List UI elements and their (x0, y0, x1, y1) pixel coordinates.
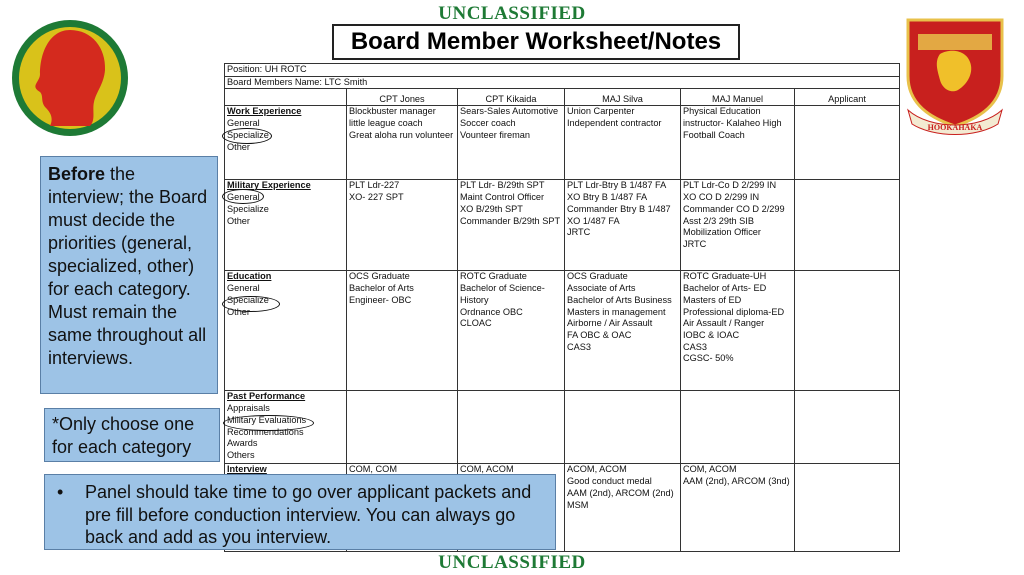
candidate-cell[interactable] (681, 391, 795, 464)
cell-line: Maint Control Officer (460, 192, 545, 203)
cell-line: OCS Graduate (349, 271, 410, 282)
cell-line: COM, ACOM (460, 464, 514, 475)
header-row (225, 89, 900, 106)
candidate-cell[interactable] (795, 106, 900, 180)
cell-line: Airborne / Air Assault (567, 318, 653, 329)
cell-line: Commander B/29th SPT (460, 215, 561, 226)
category-option[interactable]: Awards (227, 438, 258, 449)
cell-line: JRTC (567, 227, 591, 238)
candidate-cell[interactable] (347, 106, 458, 180)
cell-line: OCS Graduate (567, 271, 628, 282)
cell-line: Sears-Sales Automotive (460, 106, 559, 117)
cell-line: Independent contractor (567, 118, 662, 129)
cell-line: XO 1/487 FA (567, 215, 620, 226)
cell-line: Bachelor of Arts- ED (683, 283, 767, 294)
cell-line: Commander CO D 2/299 (683, 203, 785, 214)
candidate-cell[interactable] (795, 391, 900, 464)
cell-line: PLT Ldr- B/29th SPT (460, 180, 545, 191)
category-title: Work Experience (227, 106, 302, 117)
cell-line: Engineer- OBC (349, 294, 412, 305)
selection-circle-work-specialize (222, 128, 272, 144)
candidate-cell[interactable] (347, 391, 458, 464)
cell-line: Bachelor of Arts Business (567, 294, 672, 305)
category-title: Education (227, 271, 272, 282)
cell-line: ROTC Graduate (460, 271, 527, 282)
cell-line: JRTC (683, 238, 707, 249)
category-option[interactable]: General (227, 192, 260, 203)
column-header: MAJ Silva (565, 89, 681, 106)
candidate-cell[interactable] (681, 180, 795, 271)
cell-line: Masters in management (567, 306, 666, 317)
cell-line: Physical Education (683, 106, 761, 117)
unit-crest-logo-right (900, 14, 1010, 139)
cell-line: COM, ACOM (683, 464, 737, 475)
selection-circle-education-specialize (222, 296, 280, 312)
category-option[interactable]: Specialize (227, 294, 269, 305)
callout-emphasis: Before (48, 164, 106, 184)
cell-line: Professional diploma-ED (683, 306, 785, 317)
cell-line: Masters of ED (683, 294, 742, 305)
cell-line: CAS3 (567, 341, 592, 352)
category-option[interactable]: General (227, 118, 260, 129)
page-title: Board Member Worksheet/Notes (332, 24, 740, 60)
candidate-cell[interactable] (681, 106, 795, 180)
candidate-cell[interactable] (565, 464, 681, 552)
table-row (225, 106, 900, 180)
cell-line: Football Coach (683, 129, 745, 140)
category-cell (225, 271, 347, 391)
cell-line: IOBC & IOAC (683, 329, 740, 340)
table-row (225, 391, 900, 464)
cell-line: COM, COM (349, 464, 397, 475)
cell-line: Ordnance OBC (460, 306, 523, 317)
category-title: Interview (227, 464, 267, 475)
candidate-cell[interactable] (795, 271, 900, 391)
category-option[interactable]: Military Evaluations (227, 414, 307, 425)
cell-line: ROTC Graduate-UH (683, 271, 767, 282)
cell-line: Associate of Arts (567, 283, 636, 294)
column-header: Applicant (795, 89, 900, 106)
candidate-cell[interactable] (565, 180, 681, 271)
cell-line: FA OBC & OAC (567, 329, 632, 340)
cell-line: AAM (2nd), ARCOM (2nd) (567, 487, 674, 498)
column-header: MAJ Manuel (681, 89, 795, 106)
candidate-cell[interactable] (565, 271, 681, 391)
cell-line: Vounteer fireman (460, 129, 530, 140)
candidate-cell[interactable] (458, 271, 565, 391)
column-header: CPT Kikaida (458, 89, 565, 106)
cell-line: PLT Ldr-Btry B 1/487 FA (567, 180, 667, 191)
selection-circle-military-evaluations (223, 415, 314, 431)
category-option[interactable]: General (227, 283, 260, 294)
cell-line: XO CO D 2/299 IN (683, 192, 760, 203)
cell-line: Bachelor of Arts (349, 283, 414, 294)
choose-one-callout: *Only choose one for each category (44, 408, 220, 462)
category-option[interactable]: Other (227, 141, 250, 152)
bullet-icon: • (57, 482, 64, 502)
cell-line: XO B/29th SPT (460, 203, 523, 214)
cell-line: Commander Btry B 1/487 (567, 203, 671, 214)
cell-line: CAS3 (683, 341, 708, 352)
cell-line: Bachelor of Science- (460, 283, 545, 294)
category-option[interactable]: Specialize (227, 203, 269, 214)
category-option[interactable]: Other (227, 306, 250, 317)
cell-line: PLT Ldr-Co D 2/299 IN (683, 180, 777, 191)
candidate-cell[interactable] (681, 271, 795, 391)
cell-line: Blockbuster manager (349, 106, 436, 117)
candidate-cell[interactable] (458, 391, 565, 464)
candidate-cell[interactable] (347, 271, 458, 391)
cell-line: XO- 227 SPT (349, 192, 404, 203)
position-cell: Position: UH ROTC (225, 64, 900, 77)
priorities-callout (40, 156, 218, 394)
category-option[interactable]: Recommendations (227, 426, 304, 437)
cell-line: Mobilization Officer (683, 227, 761, 238)
cell-line: History (460, 294, 489, 305)
cell-line: little league coach (349, 118, 423, 129)
category-title: Military Experience (227, 180, 311, 191)
crest-motto: HOOKAHAKA (927, 123, 983, 132)
cell-line: MSM (567, 499, 589, 510)
classification-banner-top: UNCLASSIFIED (438, 3, 586, 24)
cell-line: Asst 2/3 29th SIB (683, 215, 754, 226)
unit-insignia-logo-left (10, 18, 130, 138)
candidate-cell[interactable] (565, 106, 681, 180)
cell-line: Union Carpenter (567, 106, 635, 117)
candidate-cell[interactable] (347, 180, 458, 271)
cell-line: CLOAC (460, 318, 492, 329)
candidate-cell[interactable] (458, 180, 565, 271)
cell-line: Great aloha run volunteer (349, 129, 454, 140)
candidate-cell[interactable] (458, 106, 565, 180)
header-blank (225, 89, 347, 106)
board-members-cell: Board Members Name: LTC Smith (225, 76, 900, 89)
category-option[interactable]: Specialize (227, 129, 269, 140)
table-row (225, 271, 900, 391)
panel-instructions-text: Panel should take time to go over applicant packets and pre fill before conduction interview. You can always go back and add as you interview. (85, 482, 532, 547)
callout-text: the interview; the Board must decide the priorities (general, specialized, other) for each category. Must remain the same throughout all interviews. (48, 164, 208, 368)
cell-line: Good conduct medal (567, 476, 652, 487)
category-option[interactable]: Appraisals (227, 403, 270, 414)
panel-instructions-callout (44, 474, 556, 550)
candidate-cell[interactable] (795, 464, 900, 552)
cell-line: CGSC- 50% (683, 353, 734, 364)
candidate-cell[interactable] (565, 391, 681, 464)
cell-line: PLT Ldr-227 (349, 180, 400, 191)
cell-line: instructor- Kalaheo High (683, 118, 782, 129)
cell-line: Soccer coach (460, 118, 516, 129)
cell-line: Air Assault / Ranger (683, 318, 765, 329)
column-header: CPT Jones (347, 89, 458, 106)
table-row (225, 180, 900, 271)
candidate-cell[interactable] (681, 464, 795, 552)
cell-line: AAM (2nd), ARCOM (3nd) (683, 476, 790, 487)
category-option[interactable]: Others (227, 449, 255, 460)
cell-line: ACOM, ACOM (567, 464, 627, 475)
selection-circle-military-general (222, 189, 264, 204)
category-option[interactable]: Other (227, 215, 250, 226)
cell-line: XO Btry B 1/487 FA (567, 192, 648, 203)
candidate-cell[interactable] (795, 180, 900, 271)
classification-banner-bottom: UNCLASSIFIED (438, 552, 586, 573)
category-title: Past Performance (227, 391, 306, 402)
